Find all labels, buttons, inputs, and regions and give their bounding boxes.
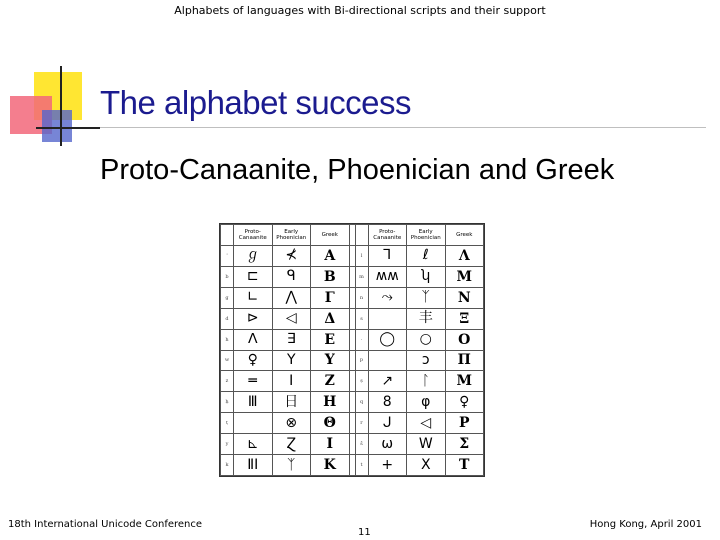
cell-phoen: ⋀ [272,287,311,308]
header-early-phoenician: Early Phoenician [272,225,311,246]
cell-phoen: W [407,434,446,455]
cell-proto [368,350,407,371]
cell-greek: T [445,455,484,476]
cell-letter: l [355,246,368,267]
cell-phoen: ○ [407,329,446,350]
cell-greek: Z [311,371,350,392]
cell-greek: M [445,371,484,392]
footer-conference: 18th International Unicode Conference [8,519,203,530]
decorative-dark-line [36,127,100,129]
table-row [221,308,484,329]
cell-phoen: Y [272,350,311,371]
cell-proto: ↗ [368,371,407,392]
cell-letter: n [355,287,368,308]
cell-proto: ⊏ [234,266,273,287]
table-row [221,392,484,413]
cell-proto: 8 [368,392,407,413]
cell-phoen: Ɀ [272,434,311,455]
cell-letter: š [355,434,368,455]
table-row [221,371,484,392]
cell-phoen: ᛚ [407,371,446,392]
cell-phoen: 丰 [407,308,446,329]
cell-proto: ⊾ [234,434,273,455]
cell-letter: r [355,413,368,434]
table-row [221,413,484,434]
cell-phoen: I [272,371,311,392]
decorative-blue-square [42,110,72,142]
cell-letter: ṭ [221,413,234,434]
cell-letter: b [221,266,234,287]
footer-page-number: 11 [358,527,371,538]
header-early-phoenician: Early Phoenician [407,225,446,246]
cell-letter: y [221,434,234,455]
cell-greek: H [311,392,350,413]
cell-greek: ♀ [445,392,484,413]
cell-greek: A [311,246,350,267]
cell-letter: h [221,329,234,350]
cell-proto: ⊳ [234,308,273,329]
alphabet-comparison-table [219,223,485,477]
slide-header: Alphabets of languages with Bi-directional scripts and their support [174,4,546,17]
footer-location-date: Hong Kong, April 2001 [589,519,702,530]
cell-proto: ∟ [234,287,273,308]
cell-proto: ᒍ [368,413,407,434]
cell-proto: ⴷ [234,329,273,350]
cell-greek: O [445,329,484,350]
table-row [221,455,484,476]
cell-phoen: ⊗ [272,413,311,434]
slide-title: The alphabet success [100,84,412,121]
cell-proto: ═ [234,371,273,392]
cell-greek: Π [445,350,484,371]
cell-phoen: X [407,455,446,476]
cell-greek: K [311,455,350,476]
header-greek: Greek [445,225,484,246]
cell-phoen: 日 [272,392,311,413]
cell-proto: ʍʍ [368,266,407,287]
cell-phoen: ᑫ [272,266,311,287]
cell-letter: g [221,287,234,308]
cell-letter: d [221,308,234,329]
cell-greek: Λ [445,246,484,267]
cell-letter: z [221,371,234,392]
cell-greek: Δ [311,308,350,329]
cell-phoen: ʮ [407,266,446,287]
cell-phoen: ᛉ [272,455,311,476]
cell-letter: w [221,350,234,371]
header-proto-canaanite: Proto-Canaanite [234,225,273,246]
cell-phoen: ◁ [407,413,446,434]
cell-letter: p [355,350,368,371]
cell-greek: Γ [311,287,350,308]
cell-letter: k [221,455,234,476]
cell-phoen: ⊀ [272,246,311,267]
cell-letter: m [355,266,368,287]
cell-proto: ω [368,434,407,455]
header-proto-canaanite: Proto-Canaanite [368,225,407,246]
cell-proto: Ⅲ [234,392,273,413]
cell-phoen: ↄ [407,350,446,371]
cell-phoen: ∃ [272,329,311,350]
cell-greek: P [445,413,484,434]
cell-proto [234,413,273,434]
cell-greek: M [445,266,484,287]
header-greek: Greek [311,225,350,246]
cell-greek: E [311,329,350,350]
cell-phoen: φ [407,392,446,413]
cell-letter: ḥ [221,392,234,413]
cell-greek: N [445,287,484,308]
cell-proto: ♀ [234,350,273,371]
cell-phoen: ℓ [407,246,446,267]
cell-proto: + [368,455,407,476]
decorative-vertical-line [60,66,62,146]
cell-letter: ' [221,246,234,267]
table-row [221,287,484,308]
slide-subtitle: Proto-Canaanite, Phoenician and Greek [100,154,615,186]
cell-greek: Ξ [445,308,484,329]
cell-greek: Σ [445,434,484,455]
table-header-row [221,225,484,246]
cell-letter: q [355,392,368,413]
cell-greek: Θ [311,413,350,434]
table-row [221,266,484,287]
cell-letter: · [355,329,368,350]
cell-greek: I [311,434,350,455]
cell-letter: ṣ [355,371,368,392]
cell-proto: ⅂ [368,246,407,267]
cell-phoen: ᛉ [407,287,446,308]
cell-proto: ◯ [368,329,407,350]
table-row [221,434,484,455]
table-row [221,350,484,371]
cell-proto: ⤳ [368,287,407,308]
decorative-horizontal-line [36,127,706,128]
cell-letter: t [355,455,368,476]
cell-greek: Y [311,350,350,371]
table-row [221,329,484,350]
cell-phoen: ◁ [272,308,311,329]
cell-letter: s [355,308,368,329]
cell-proto: ℊ [234,246,273,267]
cell-proto: ⅡⅠ [234,455,273,476]
cell-greek: B [311,266,350,287]
cell-proto [368,308,407,329]
table-row [221,246,484,267]
